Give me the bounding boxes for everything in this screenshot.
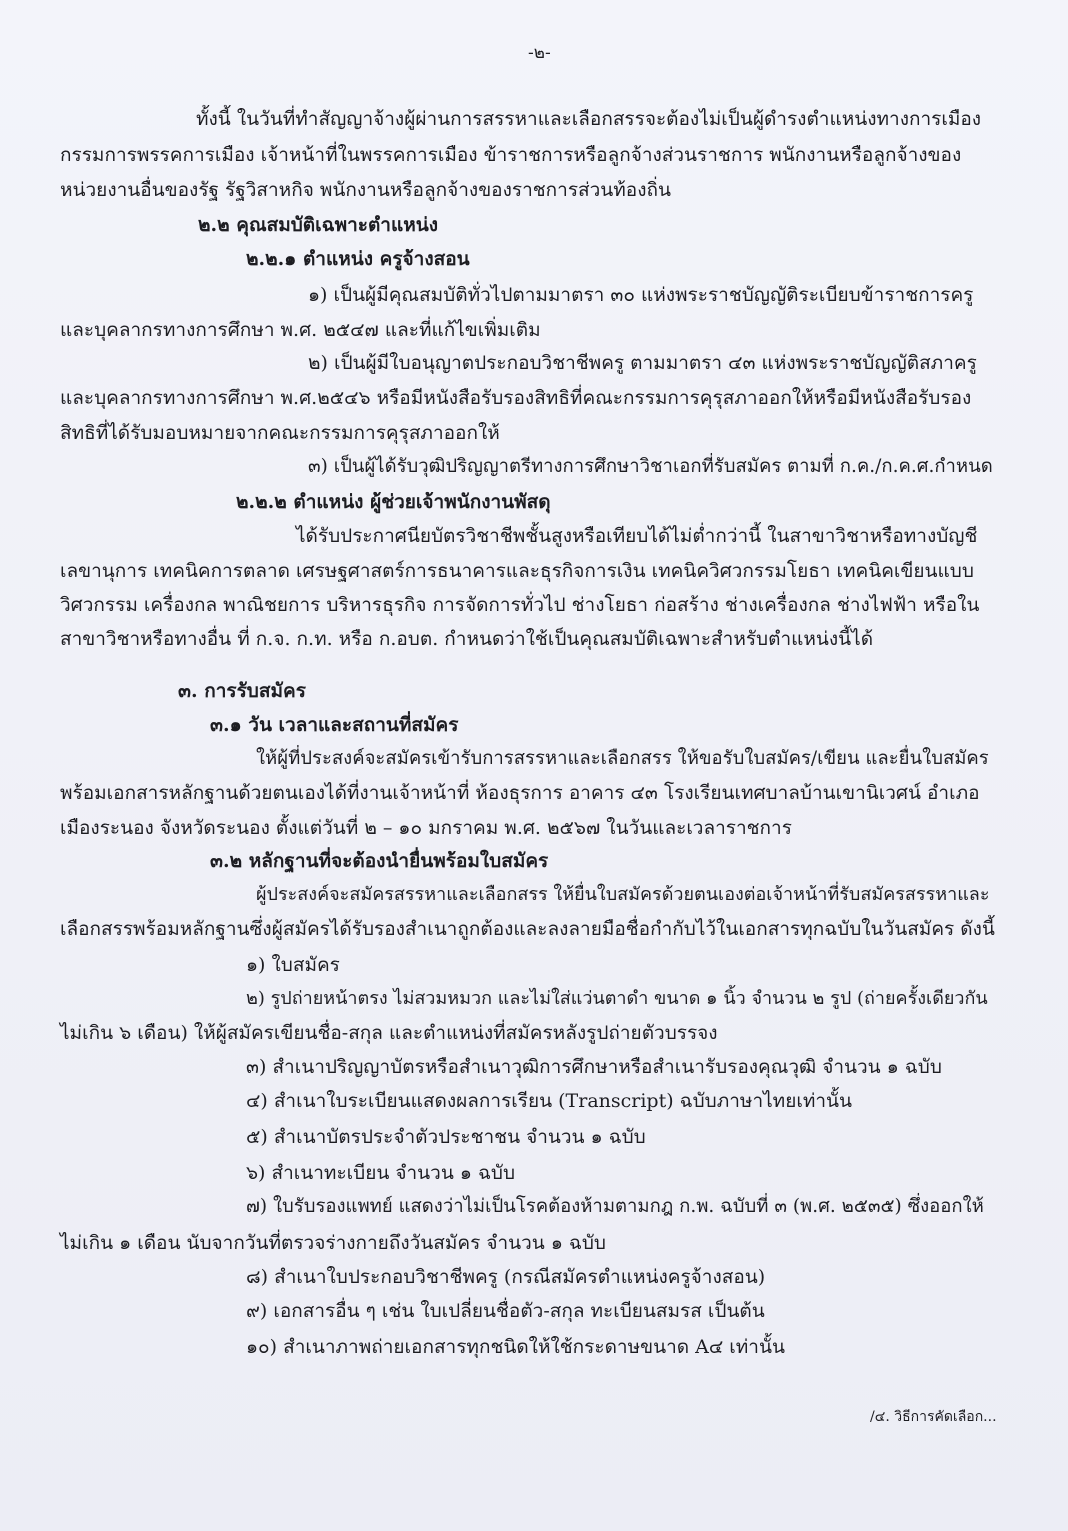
list-item: ๓) สำเนาปริญญาบัตรหรือสำเนาวุฒิการศึกษาหรือสำเนารับรองคุณวุฒิ จำนวน ๑ ฉบับ [246, 1056, 942, 1078]
list-item: ๘) สำเนาใบประกอบวิชาชีพครู (กรณีสมัครตำแหน่งครูจ้างสอน) [246, 1266, 766, 1288]
doc-line: เมืองระนอง จังหวัดระนอง ตั้งแต่วันที่ ๒ – ๑๐ มกราคม พ.ศ. ๒๕๖๗ ในวันและเวลาราชการ [60, 817, 792, 839]
doc-line: พร้อมเอกสารหลักฐานด้วยตนเองได้ที่งานเจ้าหน้าที่ ห้องธุรการ อาคาร ๔๓ โรงเรียนเทศบาลบ้านเขานิเวศน์ อำเภอ [60, 782, 980, 804]
doc-line: ๓) เป็นผู้ได้รับวุฒิปริญญาตรีทางการศึกษาวิชาเอกที่รับสมัคร ตามที่ ก.ค./ก.ค.ศ.กำหนด [308, 456, 993, 477]
page-number: -๒- [528, 43, 551, 63]
doc-line: และบุคลากรทางการศึกษา พ.ศ. ๒๕๔๗ และที่แก้ไขเพิ่มเติม [60, 319, 541, 341]
list-item: ๗) ใบรับรองแพทย์ แสดงว่าไม่เป็นโรคต้องห้ามตามกฎ ก.พ. ฉบับที่ ๓ (พ.ศ. ๒๕๓๕) ซึ่งออกให้ [246, 1196, 984, 1217]
footer-continuation: /๔. วิธีการคัดเลือก... [870, 1409, 997, 1425]
doc-line: สิทธิที่ได้รับมอบหมายจากคณะกรรมการคุรุสภาออกให้ [60, 422, 500, 444]
list-item: ๕) สำเนาบัตรประจำตัวประชาชน จำนวน ๑ ฉบับ [246, 1126, 646, 1148]
doc-line: ๒) เป็นผู้มีใบอนุญาตประกอบวิชาชีพครู ตามมาตรา ๔๓ แห่งพระราชบัญญัติสภาครู [308, 352, 977, 374]
subsection-heading: ๒.๒.๑ ตำแหน่ง ครูจ้างสอน [246, 248, 470, 270]
doc-line: ไม่เกิน ๖ เดือน) ให้ผู้สมัครเขียนชื่อ-สกุล และตำแหน่งที่สมัครหลังรูปถ่ายตัวบรรจง [60, 1022, 718, 1044]
doc-line: ได้รับประกาศนียบัตรวิชาชีพชั้นสูงหรือเทียบได้ไม่ต่ำกว่านี้ ในสาขาวิชาหรือทางบัญชี [296, 525, 978, 547]
doc-line: ๑) เป็นผู้มีคุณสมบัติทั่วไปตามมาตรา ๓๐ แห่งพระราชบัญญัติระเบียบข้าราชการครู [308, 284, 974, 306]
section-heading: ๒.๒ คุณสมบัติเฉพาะตำแหน่ง [198, 214, 439, 236]
doc-line: ไม่เกิน ๑ เดือน นับจากวันที่ตรวจร่างกายถึงวันสมัคร จำนวน ๑ ฉบับ [60, 1232, 606, 1254]
list-item: ๑) ใบสมัคร [246, 954, 340, 976]
subsection-heading: ๓.๒ หลักฐานที่จะต้องนำยื่นพร้อมใบสมัคร [210, 850, 549, 872]
list-item: ๒) รูปถ่ายหน้าตรง ไม่สวมหมวก และไม่ใส่แว่นตาดำ ขนาด ๑ นิ้ว จำนวน ๒ รูป (ถ่ายครั้งเดียวกัน [246, 988, 988, 1009]
list-item: ๑๐) สำเนาภาพถ่ายเอกสารทุกชนิดให้ใช้กระดาษขนาด A๔ เท่านั้น [246, 1336, 785, 1358]
doc-line: และบุคลากรทางการศึกษา พ.ศ.๒๕๔๖ หรือมีหนังสือรับรองสิทธิที่คณะกรรมการคุรุสภาออกให้หรือมีหนังสือรับรอง [60, 387, 972, 409]
doc-line: เลขานุการ เทคนิคการตลาด เศรษฐศาสตร์การธนาคารและธุรกิจการเงิน เทคนิควิศวกรรมโยธา เทคนิคเขียนแบบ [60, 560, 974, 582]
list-item: ๙) เอกสารอื่น ๆ เช่น ใบเปลี่ยนชื่อตัว-สกุล ทะเบียนสมรส เป็นต้น [246, 1300, 765, 1322]
list-item: ๖) สำเนาทะเบียน จำนวน ๑ ฉบับ [246, 1162, 516, 1184]
section-heading: ๓. การรับสมัคร [178, 680, 306, 702]
doc-line: ทั้งนี้ ในวันที่ทำสัญญาจ้างผู้ผ่านการสรรหาและเลือกสรรจะต้องไม่เป็นผู้ดำรงตำแหน่งทางการเมือง [196, 108, 982, 130]
doc-line: วิศวกรรม เครื่องกล พาณิชยการ บริหารธุรกิจ การจัดการทั่วไป ช่างโยธา ก่อสร้าง ช่างเครื่องกล ช่างไฟฟ้า หรือใน [60, 594, 980, 616]
subsection-heading: ๒.๒.๒ ตำแหน่ง ผู้ช่วยเจ้าพนักงานพัสดุ [236, 491, 551, 513]
doc-line: กรรมการพรรคการเมือง เจ้าหน้าที่ในพรรคการเมือง ข้าราชการหรือลูกจ้างส่วนราชการ พนักงานหรือลูกจ้างของ [60, 144, 962, 166]
doc-line: หน่วยงานอื่นของรัฐ รัฐวิสาหกิจ พนักงานหรือลูกจ้างของราชการส่วนท้องถิ่น [60, 179, 671, 201]
doc-line: เลือกสรรพร้อมหลักฐานซึ่งผู้สมัครได้รับรองสำเนาถูกต้องและลงลายมือชื่อกำกับไว้ในเอกสารทุกฉบับในวันสมัคร ดังนี้ [60, 918, 995, 940]
doc-line: ผู้ประสงค์จะสมัครสรรหาและเลือกสรร ให้ยื่นใบสมัครด้วยตนเองต่อเจ้าหน้าที่รับสมัครสรรหาและ [256, 884, 990, 905]
doc-line: สาขาวิชาหรือทางอื่น ที่ ก.จ. ก.ท. หรือ ก.อบต. กำหนดว่าใช้เป็นคุณสมบัติเฉพาะสำหรับตำแหน่งนี้ได้ [60, 628, 874, 650]
list-item: ๔) สำเนาใบระเบียนแสดงผลการเรียน (Transcript) ฉบับภาษาไทยเท่านั้น [246, 1090, 853, 1112]
doc-line: ให้ผู้ที่ประสงค์จะสมัครเข้ารับการสรรหาและเลือกสรร ให้ขอรับใบสมัคร/เขียน และยื่นใบสมัคร [256, 748, 989, 769]
subsection-heading: ๓.๑ วัน เวลาและสถานที่สมัคร [210, 714, 459, 736]
